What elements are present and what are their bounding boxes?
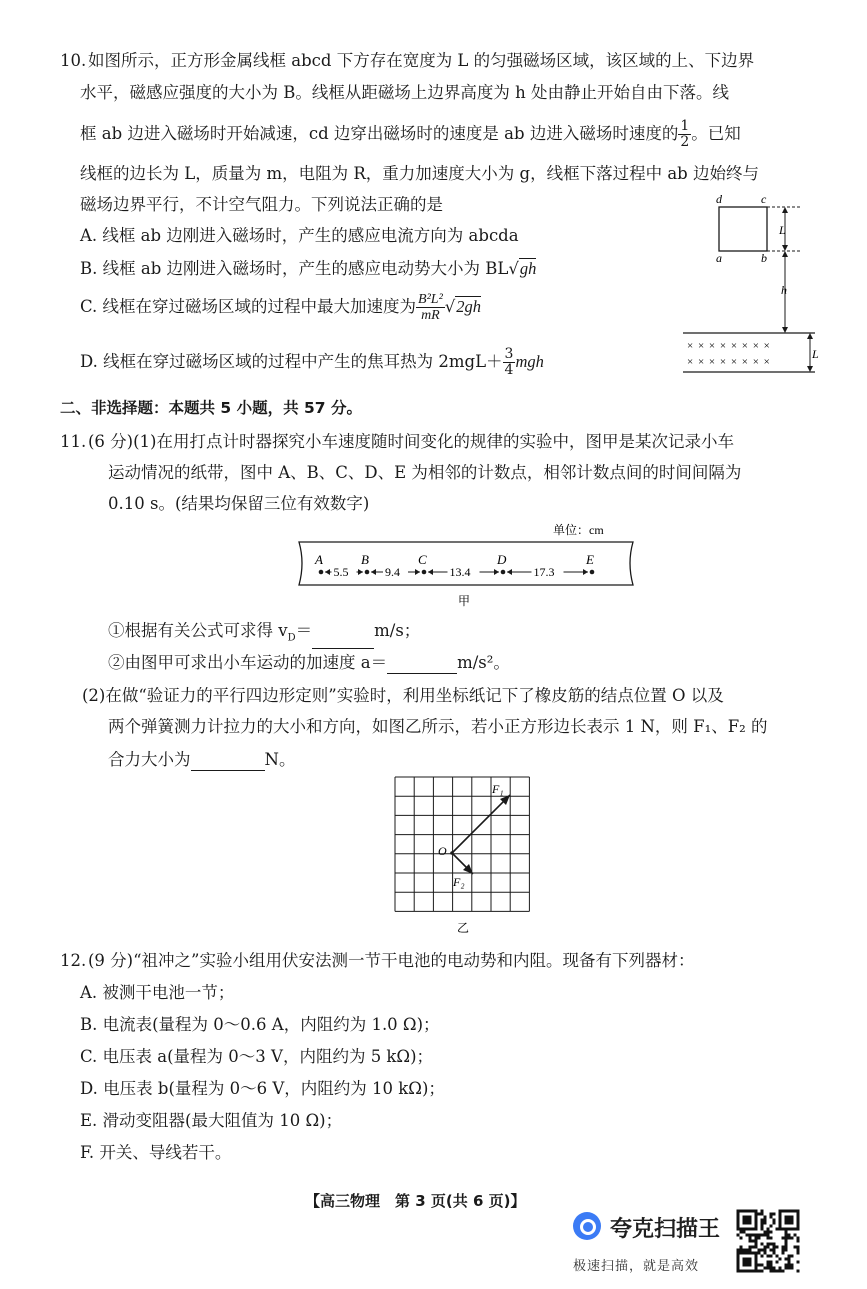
tape-label-d: D	[497, 552, 507, 567]
tape-caption: 甲	[458, 594, 471, 608]
tape-label-c: C	[418, 552, 427, 567]
q12-item-d: D. 电压表 b(量程为 0～6 V，内阻约为 10 kΩ)；	[80, 1079, 445, 1098]
q12-item-c: C. 电压表 a(量程为 0～3 V，内阻约为 5 kΩ)；	[80, 1047, 434, 1066]
tape-distance-1: 9.4	[385, 565, 400, 579]
q11-sub1: ①根据有关公式可求得 $v_D= m/s$；	[108, 620, 420, 649]
field-row-2: × × × × × × × ×	[687, 356, 771, 368]
f1-label: F₁	[492, 782, 504, 796]
q11-line-1: (6 分)(1)在用打点计时器探究小车速度随时间变化的规律的实验中，图甲是某次记录小车	[88, 432, 734, 451]
q12-item-a: A. 被测干电池一节；	[80, 983, 235, 1002]
label-L-side: L	[779, 223, 786, 237]
q10-option-d: D. 线框在穿过磁场区域的过程中产生的焦耳热为 2mgL＋ $\frac{3}{4}$ mgh	[80, 346, 544, 378]
tape-label-e: E	[586, 552, 594, 567]
force-grid-diagram	[385, 772, 545, 937]
three-quarters-fraction: $\frac{3}{4}$	[504, 346, 514, 378]
q10-line-1: 如图所示，正方形金属线框 abcd 下方存在宽度为 L 的匀强磁场区域，该区域的上、下边界	[88, 51, 755, 70]
f2-label: F₂	[453, 875, 465, 889]
qr-code-icon	[735, 1208, 801, 1274]
square-frame	[719, 207, 767, 251]
q10-line-4: 线框的边长为 L，质量为 m，电阻为 R，重力加速度大小为 g，线框下落过程中 ab 边始终与	[80, 164, 759, 183]
scanner-logo-icon	[573, 1212, 601, 1240]
falling-frame-diagram	[675, 190, 825, 380]
tape-label-a: A	[315, 552, 323, 567]
tape-point-d	[501, 570, 506, 575]
q12-item-b: B. 电流表(量程为 0～0.6 A，内阻约为 1.0 Ω)；	[80, 1015, 440, 1034]
tape-arrowhead	[494, 569, 499, 575]
q10-option-c: C. 线框在穿过磁场区域的过程中最大加速度为 $\frac{\text{B²L²}}{mR}$ √2gh	[80, 292, 482, 323]
q10-line-3-text: 框 ab 边进入磁场时开始减速，cd 边穿出磁场时的速度是 ab 边进入磁场时速度的	[80, 124, 679, 143]
velocity-answer-blank[interactable]	[312, 632, 374, 649]
label-h: h	[781, 283, 787, 297]
label-d: d	[716, 192, 722, 206]
tape-arrowhead	[415, 569, 420, 575]
force-f1-arrow	[452, 795, 510, 853]
tape-point-e	[590, 570, 595, 575]
q10-option-a: A. 线框 ab 边刚进入磁场时，产生的感应电流方向为 abcda	[80, 226, 519, 245]
scanner-slogan: 极速扫描，就是高效	[573, 1259, 700, 1274]
field-row-1: × × × × × × × ×	[687, 340, 771, 352]
tape-point-c	[422, 570, 427, 575]
tape-point-a	[319, 570, 324, 575]
label-c: c	[761, 192, 767, 206]
grid-caption: 乙	[457, 921, 470, 935]
q11-sub2: ②由图甲可求出小车运动的加速度 a＝ m/s²。	[108, 653, 510, 672]
q11-part2-line-2: 两个弹簧测力计拉力的大小和方向，如图乙所示，若小正方形边长表示 1 N，则 F₁、F₂ 的	[108, 717, 768, 736]
tape-point-b	[365, 570, 370, 575]
acceleration-answer-blank[interactable]	[387, 657, 457, 674]
q11-line-2: 运动情况的纸带，图中 A、B、C、D、E 为相邻的计数点，相邻计数点间的时间间隔为	[108, 463, 742, 482]
ticker-tape-diagram	[285, 515, 645, 610]
q12-number: 12.	[60, 951, 87, 970]
q11-part2-line-3: 合力大小为 N。	[108, 750, 296, 769]
half-fraction: $\frac{1}{2}$	[680, 118, 690, 150]
resultant-force-answer-blank[interactable]	[191, 754, 265, 771]
tape-arrowhead	[583, 569, 588, 575]
q10-line-3-tail: 。已知	[691, 124, 741, 143]
square-grid	[395, 777, 529, 911]
q11-line-3: 0.10 s。(结果均保留三位有效数字)	[108, 494, 370, 513]
tape-arrowhead	[371, 569, 376, 575]
tape-arrowhead	[358, 569, 363, 575]
q12-line-1: (9 分)“祖冲之”实验小组用伏安法测一节干电池的电动势和内阻。现备有下列器材：	[88, 951, 695, 970]
label-a: a	[716, 251, 722, 265]
tape-arrowhead	[428, 569, 433, 575]
q10-line-5: 磁场边界平行，不计空气阻力。下列说法正确的是	[80, 195, 443, 214]
tape-distance-3: 17.3	[533, 565, 555, 579]
q10-number: 10.	[60, 51, 87, 70]
q10-line-3	[80, 119, 741, 150]
tape-distance-0: 5.5	[333, 565, 349, 579]
q12-item-e: E. 滑动变阻器(最大阻值为 10 Ω)；	[80, 1111, 343, 1130]
max-accel-fraction: $\frac{\text{B²L²}}{mR}$	[418, 292, 443, 323]
point-o-label: O	[438, 844, 447, 858]
tape-unit-label: 单位：cm	[553, 523, 604, 537]
q12-item-f: F. 开关、导线若干。	[80, 1143, 232, 1162]
tape-distance-2: 13.4	[449, 565, 471, 579]
tape-label-b: B	[361, 552, 369, 567]
tape-arrowhead	[507, 569, 512, 575]
q11-part2-line-1: (2)在做“验证力的平行四边形定则”实验时，利用坐标纸记下了橡皮筋的结点位置 O 以及	[82, 686, 724, 705]
page-footer: 【高三物理 第 3 页(共 6 页)】	[305, 1192, 526, 1210]
q10-line-2: 水平，磁感应强度的大小为 B。线框从距磁场上边界高度为 h 处由静止开始自由下落。线	[80, 83, 729, 102]
q10-option-b: B. 线框 ab 边刚进入磁场时，产生的感应电动势大小为 BL√gh	[80, 259, 537, 278]
section-heading: 二、非选择题：本题共 5 小题，共 57 分。	[60, 399, 362, 417]
q11-number: 11.	[60, 432, 87, 451]
label-b: b	[761, 251, 767, 265]
label-L-field: L	[812, 347, 819, 361]
scanner-brand: 夸克扫描王	[610, 1217, 721, 1242]
tape-arrowhead	[325, 569, 330, 575]
